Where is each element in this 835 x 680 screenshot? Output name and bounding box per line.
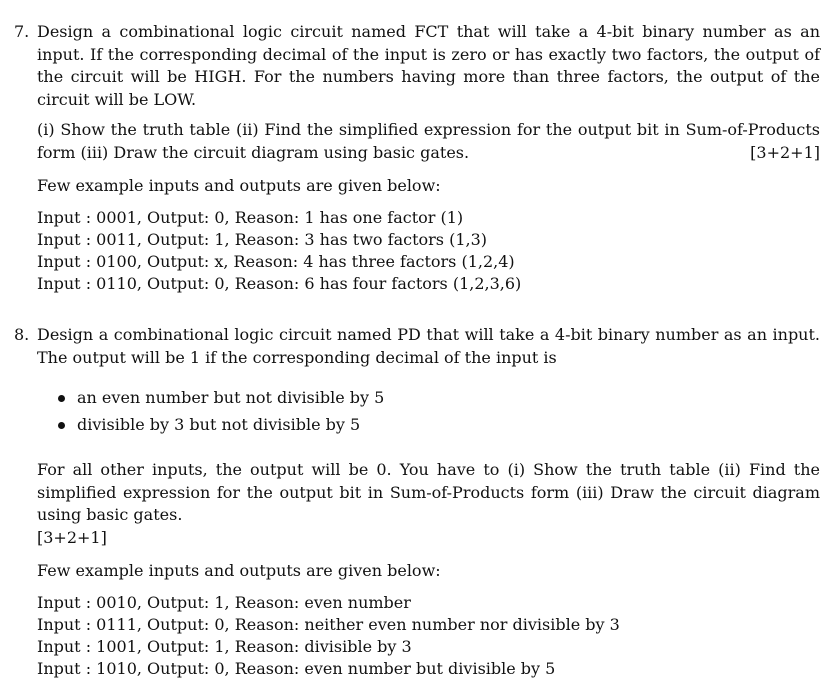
example-line: Input : 0110, Output: 0, Reason: 6 has four factors (1,2,3,6) [37,273,522,293]
example-line: Input : 0001, Output: 0, Reason: 1 has one factor (1) [37,207,464,227]
example-line: Input : 0111, Output: 0, Reason: neither even number nor divisible by 3 [37,614,620,634]
marks-label: [3+2+1] [37,527,107,547]
problem-body [37,324,820,680]
examples-intro: Few example inputs and outputs are given below: [37,561,441,580]
condition-text: divisible by 3 but not divisible by 5 [77,415,361,434]
condition-list [55,387,820,441]
example-line: Input : 0100, Output: x, Reason: 4 has three factors (1,2,4) [37,251,515,271]
example-line: Input : 1010, Output: 0, Reason: even number but divisible by 5 [37,658,556,678]
condition-item [55,387,820,414]
problem-statement: Design a combinational logic circuit named PD that will take a 4-bit binary number as an input. The output will be 1 if the corresponding decimal of the input is [37,325,820,367]
example-line: Input : 0011, Output: 1, Reason: 3 has two factors (1,3) [37,229,487,249]
problem-statement: Design a combinational logic circuit named FCT that will take a 4-bit binary number as an input. If the corresponding decimal of the input is zero or has exactly two factors, the output of the circuit will be HIGH. For the numbers having more than three factors, the output of the circuit will be LOW. [37,22,820,109]
example-line: Input : 0010, Output: 1, Reason: even number [37,592,411,612]
examples-list [37,592,820,680]
condition-item [55,414,820,441]
examples-intro: Few example inputs and outputs are given below: [37,176,441,195]
bullet-icon [58,395,65,402]
problem-tasks [37,119,820,164]
problem-number: 8. [14,325,30,344]
problem-body [37,21,820,295]
tasks-text: (i) Show the truth table (ii) Find the simplified expression for the output bit in Sum-of-Products form (iii) Draw the circuit diagram using basic gates. [37,120,820,162]
problem-tasks: For all other inputs, the output will be 0. You have to (i) Show the truth table (ii) Find the simplified expression for the output bit in Sum-of-Products form (iii) Draw the circuit diagram using basic gates. [37,460,820,524]
example-line: Input : 1001, Output: 1, Reason: divisible by 3 [37,636,412,656]
bullet-icon [58,422,65,429]
condition-text: an even number but not divisible by 5 [77,388,385,407]
examples-list [37,207,820,295]
problem-7 [14,21,820,295]
problem-number: 7. [14,22,30,41]
marks-label: [3+2+1] [750,142,820,162]
problem-8 [14,324,820,680]
